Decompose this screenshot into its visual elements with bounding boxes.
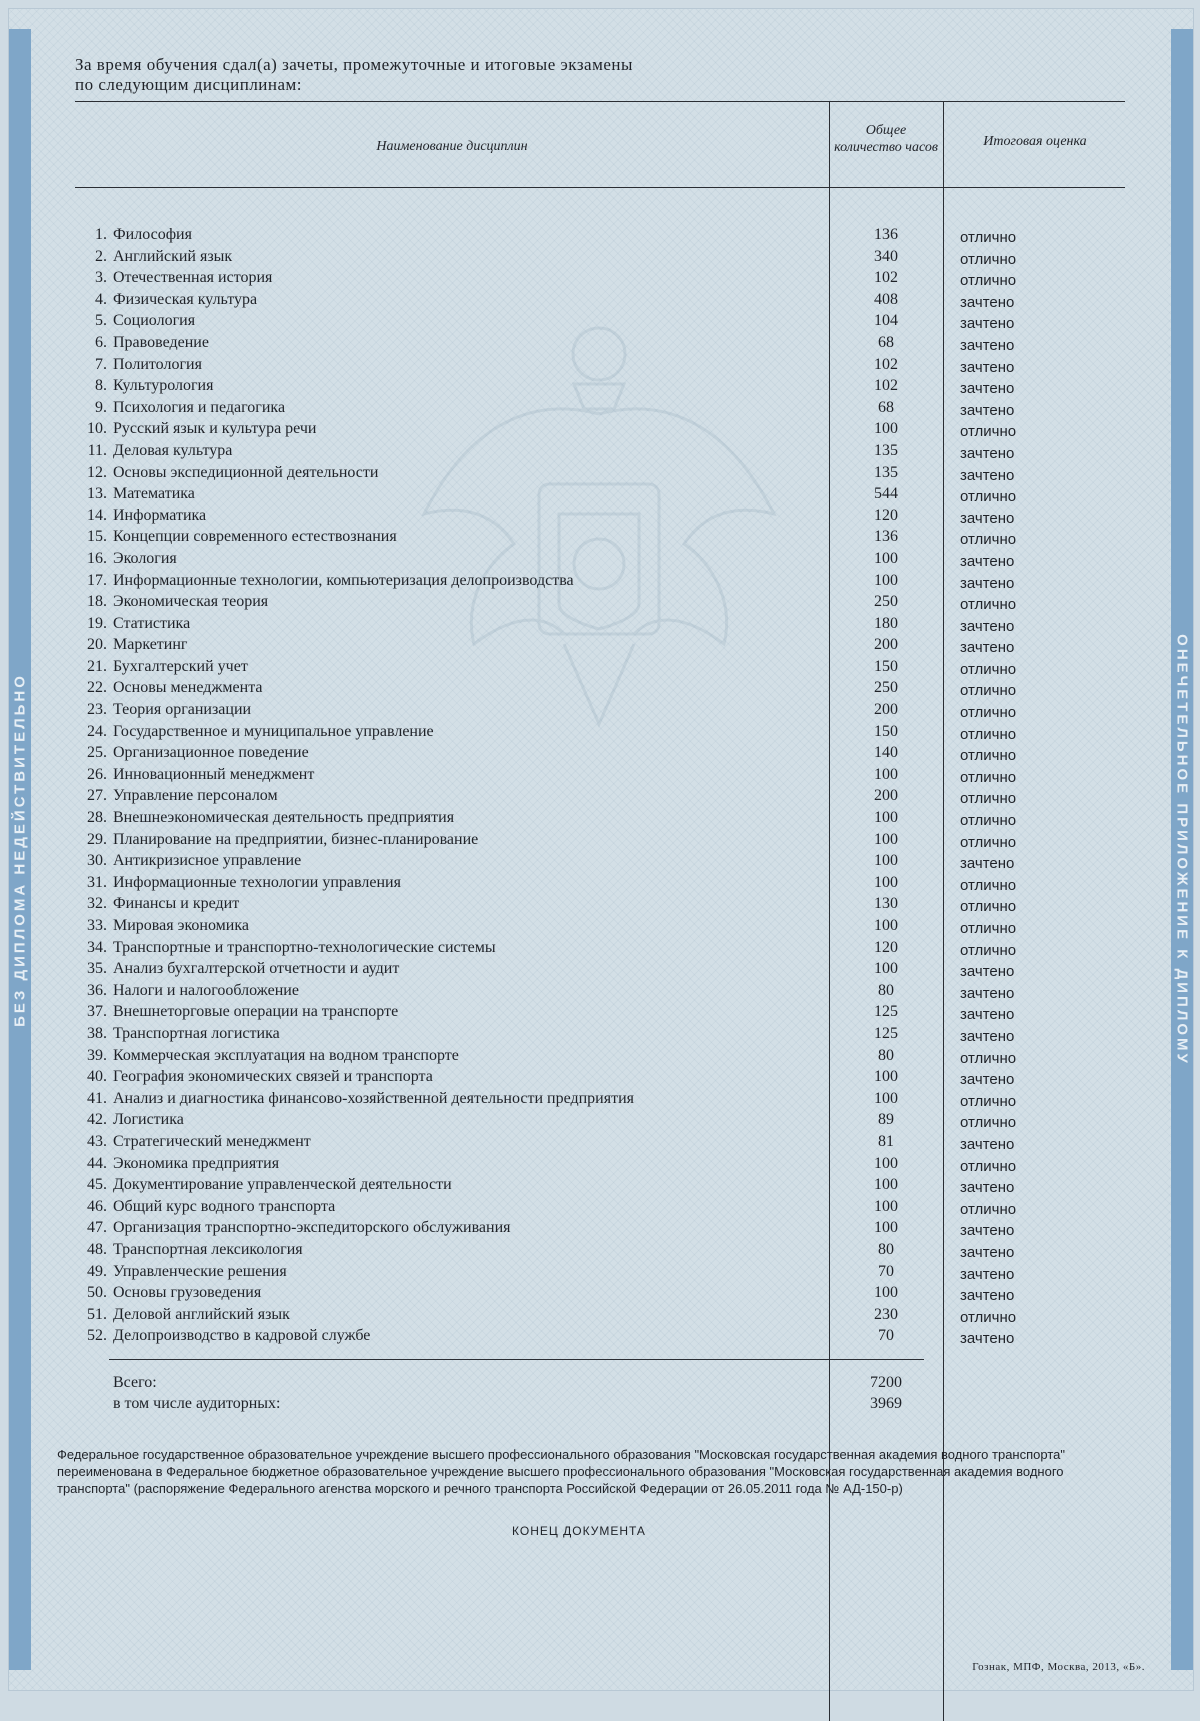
discipline-grade: зачтено — [960, 380, 1015, 398]
row-number: 11. — [87, 441, 107, 459]
discipline-grade: отлично — [960, 941, 1017, 959]
discipline-grade: отлично — [960, 660, 1017, 678]
discipline-name: Психология и педагогика — [113, 398, 286, 416]
discipline-name: Бухгалтерский учет — [113, 657, 248, 675]
row-number: 21. — [87, 657, 107, 675]
discipline-hours: 250 — [874, 593, 898, 611]
discipline-grade: отлично — [960, 920, 1017, 937]
discipline-hours: 89 — [878, 1111, 894, 1129]
discipline-hours: 135 — [874, 463, 898, 481]
discipline-grade: зачтено — [960, 984, 1015, 1002]
discipline-name: Управление персоналом — [113, 787, 278, 805]
discipline-hours: 100 — [874, 549, 898, 567]
row-number: 15. — [87, 528, 107, 546]
discipline-hours: 100 — [874, 420, 898, 438]
header-total-hours: Общее количество часов — [834, 123, 938, 155]
row-number: 31. — [87, 873, 107, 891]
discipline-grade: зачтено — [960, 1135, 1015, 1153]
row-number: 8. — [95, 377, 107, 395]
row-number: 16. — [87, 549, 107, 567]
row-number: 48. — [87, 1240, 107, 1258]
discipline-grade: отлично — [960, 725, 1017, 743]
totals-rule — [109, 1359, 924, 1360]
discipline-name: Информатика — [113, 506, 207, 524]
discipline-name: Анализ и диагностика финансово-хозяйственной деятельности предприятия — [113, 1089, 634, 1107]
discipline-name: Основы менеджмента — [113, 679, 263, 697]
discipline-hours: 200 — [874, 636, 898, 654]
row-number: 39. — [87, 1046, 107, 1064]
discipline-hours: 125 — [874, 1024, 898, 1042]
discipline-hours: 100 — [874, 1219, 898, 1237]
discipline-hours: 200 — [874, 701, 898, 719]
row-number: 36. — [87, 981, 107, 999]
discipline-grade: зачтено — [960, 401, 1015, 419]
discipline-hours: 81 — [878, 1132, 894, 1150]
discipline-name: Статистика — [113, 614, 191, 632]
intro-text — [75, 55, 795, 95]
discipline-hours: 100 — [874, 765, 898, 783]
discipline-grade: отлично — [960, 812, 1017, 830]
discipline-name: Организация транспортно-экспедиторского обслуживания — [113, 1219, 511, 1237]
discipline-hours: 120 — [874, 938, 898, 956]
discipline-grade: отлично — [960, 488, 1017, 506]
discipline-hours: 125 — [874, 1003, 898, 1021]
discipline-hours: 80 — [878, 981, 894, 999]
row-number: 2. — [95, 247, 107, 265]
totals-block — [113, 1374, 913, 1416]
row-number: 24. — [87, 722, 107, 740]
discipline-grade: зачтено — [960, 855, 1015, 873]
discipline-hours: 100 — [874, 1197, 898, 1215]
discipline-grade: отлично — [960, 1200, 1017, 1218]
discipline-hours: 100 — [874, 1154, 898, 1172]
discipline-grade: зачтено — [960, 574, 1015, 592]
row-number: 25. — [87, 744, 107, 762]
row-number: 12. — [87, 463, 107, 481]
discipline-hours: 544 — [874, 485, 898, 503]
total-label: Всего: — [113, 1374, 157, 1391]
right-security-strip — [1171, 29, 1193, 1670]
discipline-hours: 68 — [878, 333, 894, 351]
right-strip-text: ОНЕЧЕТЕЛЬНОЕ ПРИЛОЖЕНИЕ К ДИПЛОМУ — [1173, 633, 1191, 1066]
row-number: 20. — [87, 636, 107, 654]
discipline-hours: 104 — [874, 312, 898, 330]
renaming-note: Федеральное государственное образовательное учреждение высшего профессионального образования "Московская государственная академия водного транспорта" переименована в Федеральное бюджетное образовательное учреждение высшего профессионального образования "Московская государственная академия водного транспорта" (распоряжение Федерального агенства морского и речного транспорта Российской Федерации от 26.05.2011 года № АД-150-р) — [57, 1447, 1065, 1496]
discipline-name: Транспортные и транспортно-технологические системы — [113, 938, 496, 956]
printer-imprint: Гознак, МПФ, Москва, 2013, «Б». — [972, 1661, 1145, 1673]
discipline-name: Делопроизводство в кадровой службе — [113, 1327, 371, 1345]
discipline-grade: отлично — [960, 704, 1017, 722]
discipline-hours: 130 — [874, 895, 898, 913]
row-number: 34. — [87, 938, 107, 956]
table-header-rule — [75, 187, 1125, 188]
discipline-hours: 340 — [874, 247, 898, 265]
discipline-hours: 102 — [874, 377, 898, 395]
discipline-name: Организационное поведение — [113, 744, 309, 762]
row-number: 52. — [87, 1327, 107, 1345]
row-number: 4. — [95, 290, 107, 308]
left-security-strip — [9, 29, 31, 1670]
discipline-name: Философия — [113, 226, 192, 243]
discipline-name: Финансы и кредит — [113, 895, 240, 913]
auditory-value: 3969 — [870, 1395, 902, 1412]
discipline-grade: отлично — [960, 1092, 1017, 1110]
discipline-hours: 70 — [878, 1262, 894, 1280]
discipline-grade: отлично — [960, 229, 1017, 246]
discipline-grade: отлично — [960, 531, 1017, 549]
discipline-name: Правоведение — [113, 333, 209, 351]
discipline-grade: зачтено — [960, 1071, 1015, 1089]
discipline-grade: зачтено — [960, 444, 1015, 462]
row-number: 27. — [87, 787, 107, 805]
discipline-grade: отлично — [960, 423, 1017, 441]
discipline-name: Налоги и налогообложение — [113, 981, 299, 999]
discipline-grade: зачтено — [960, 358, 1015, 376]
discipline-name: Планирование на предприятии, бизнес-планирование — [113, 830, 479, 848]
discipline-name: Коммерческая эксплуатация на водном транспорте — [113, 1046, 459, 1064]
discipline-name: Документирование управленческой деятельности — [113, 1176, 452, 1194]
row-number: 32. — [87, 895, 107, 913]
discipline-name: Деловой английский язык — [113, 1305, 290, 1323]
discipline-grade: отлично — [960, 1049, 1017, 1067]
discipline-name: Государственное и муниципальное управление — [113, 722, 434, 740]
discipline-grade: зачтено — [960, 1287, 1015, 1305]
discipline-name: Математика — [113, 485, 195, 503]
discipline-grade: зачтено — [960, 1179, 1015, 1197]
row-number: 50. — [87, 1284, 107, 1302]
discipline-name: Транспортная логистика — [113, 1024, 280, 1042]
row-number: 41. — [87, 1089, 107, 1107]
discipline-name: Социология — [113, 312, 196, 330]
discipline-hours: 80 — [878, 1240, 894, 1258]
discipline-grade: зачтено — [960, 1222, 1015, 1240]
discipline-grade: зачтено — [960, 1330, 1015, 1348]
discipline-name: Общий курс водного транспорта — [113, 1197, 336, 1215]
discipline-name: География экономических связей и транспорта — [113, 1068, 433, 1086]
row-number: 49. — [87, 1262, 107, 1280]
discipline-grade: отлично — [960, 1308, 1017, 1326]
coat-of-arms-watermark-icon — [404, 314, 794, 744]
discipline-hours: 100 — [874, 917, 898, 934]
discipline-hours: 136 — [874, 528, 898, 546]
row-number: 33. — [87, 917, 107, 934]
discipline-name: Концепции современного естествознания — [113, 528, 397, 546]
end-of-document: КОНЕЦ ДОКУМЕНТА — [512, 1524, 646, 1538]
discipline-hours: 250 — [874, 679, 898, 697]
auditory-hours-row — [113, 1395, 913, 1416]
discipline-name: Экономика предприятия — [113, 1154, 280, 1172]
discipline-grade: отлично — [960, 596, 1017, 614]
discipline-name: Стратегический менеджмент — [113, 1132, 311, 1150]
discipline-grade: зачтено — [960, 552, 1015, 570]
row-number: 47. — [87, 1219, 107, 1237]
discipline-name: Политология — [113, 355, 202, 373]
discipline-name: Теория организации — [113, 701, 252, 719]
discipline-hours: 70 — [878, 1327, 894, 1345]
discipline-grade: зачтено — [960, 1006, 1015, 1024]
discipline-hours: 140 — [874, 744, 898, 762]
discipline-name: Внешнеэкономическая деятельность предприятия — [113, 809, 455, 827]
discipline-hours: 100 — [874, 830, 898, 848]
discipline-name: Информационные технологии управления — [113, 873, 401, 891]
row-number: 23. — [87, 701, 107, 719]
discipline-hours: 100 — [874, 1176, 898, 1194]
row-number: 43. — [87, 1132, 107, 1150]
left-strip-text: БЕЗ ДИПЛОМА НЕДЕЙСТВИТЕЛЬНО — [11, 672, 29, 1027]
row-number: 26. — [87, 765, 107, 783]
discipline-grade: отлично — [960, 876, 1017, 894]
auditory-label: в том числе аудиторных: — [113, 1395, 281, 1412]
row-number: 28. — [87, 809, 107, 827]
row-number: 14. — [87, 506, 107, 524]
row-number: 29. — [87, 830, 107, 848]
table-top-rule — [75, 101, 1125, 102]
discipline-hours: 120 — [874, 506, 898, 524]
discipline-grade: зачтено — [960, 1027, 1015, 1045]
discipline-grade: зачтено — [960, 315, 1015, 333]
discipline-grade: зачтено — [960, 509, 1015, 527]
row-number: 45. — [87, 1176, 107, 1194]
row-number: 1. — [95, 226, 107, 243]
row-number: 5. — [95, 312, 107, 330]
header-discipline-name: Наименование дисциплин — [376, 139, 528, 154]
discipline-grade: зачтено — [960, 963, 1015, 981]
discipline-grade: отлично — [960, 1114, 1017, 1132]
row-number: 42. — [87, 1111, 107, 1129]
row-number: 38. — [87, 1024, 107, 1042]
discipline-grade: зачтено — [960, 466, 1015, 484]
discipline-grade: отлично — [960, 833, 1017, 851]
discipline-grade: отлично — [960, 898, 1017, 916]
row-number: 40. — [87, 1068, 107, 1086]
discipline-name: Русский язык и культура речи — [113, 420, 317, 438]
discipline-hours: 100 — [874, 1089, 898, 1107]
discipline-hours: 230 — [874, 1305, 898, 1323]
intro-line-1: За время обучения сдал(а) зачеты, промежуточные и итоговые экзамены — [75, 55, 633, 74]
discipline-name: Внешнеторговые операции на транспорте — [113, 1003, 399, 1021]
discipline-grade: отлично — [960, 1157, 1017, 1175]
row-number: 30. — [87, 852, 107, 870]
discipline-hours: 150 — [874, 657, 898, 675]
row-number: 18. — [87, 593, 107, 611]
discipline-grade: зачтено — [960, 617, 1015, 635]
row-number: 13. — [87, 485, 107, 503]
row-number: 7. — [95, 355, 107, 373]
discipline-name: Управленческие решения — [113, 1262, 287, 1280]
discipline-hours: 80 — [878, 1046, 894, 1064]
total-value: 7200 — [870, 1374, 902, 1391]
discipline-name: Антикризисное управление — [113, 852, 302, 870]
discipline-grade: зачтено — [960, 639, 1015, 657]
discipline-name: Экономическая теория — [113, 593, 269, 611]
discipline-grade: отлично — [960, 682, 1017, 700]
row-number: 22. — [87, 679, 107, 697]
row-number: 3. — [95, 269, 107, 287]
discipline-hours: 100 — [874, 1068, 898, 1086]
discipline-grade: отлично — [960, 790, 1017, 808]
discipline-hours: 135 — [874, 441, 898, 459]
discipline-hours: 200 — [874, 787, 898, 805]
discipline-hours: 68 — [878, 398, 894, 416]
discipline-name: Культурология — [113, 377, 214, 395]
discipline-grade: отлично — [960, 747, 1017, 765]
row-number: 10. — [87, 420, 107, 438]
intro-line-2: по следующим дисциплинам: — [75, 75, 303, 94]
discipline-grade: отлично — [960, 272, 1017, 290]
discipline-name: Инновационный менеджмент — [113, 765, 315, 783]
discipline-grade: зачтено — [960, 336, 1015, 354]
discipline-hours: 100 — [874, 852, 898, 870]
discipline-name: Экология — [113, 549, 177, 567]
discipline-hours: 180 — [874, 614, 898, 632]
discipline-name: Деловая культура — [113, 441, 233, 459]
diploma-supplement-page — [8, 8, 1194, 1691]
row-number: 44. — [87, 1154, 107, 1172]
discipline-hours: 408 — [874, 290, 898, 308]
discipline-grade: отлично — [960, 768, 1017, 786]
discipline-hours: 102 — [874, 355, 898, 373]
discipline-name: Мировая экономика — [113, 917, 249, 934]
row-number: 37. — [87, 1003, 107, 1021]
discipline-hours: 150 — [874, 722, 898, 740]
discipline-grade: отлично — [960, 250, 1017, 268]
header-final-grade: Итоговая оценка — [983, 134, 1087, 149]
discipline-name: Логистика — [113, 1111, 184, 1129]
discipline-name: Основы грузоведения — [113, 1284, 262, 1302]
row-number: 51. — [87, 1305, 107, 1323]
row-number: 9. — [95, 398, 107, 416]
discipline-grade: зачтено — [960, 293, 1015, 311]
row-number: 17. — [87, 571, 107, 589]
discipline-name: Транспортная лексикология — [113, 1240, 303, 1258]
discipline-name: Основы экспедиционной деятельности — [113, 463, 379, 481]
discipline-name: Отечественная история — [113, 269, 273, 287]
discipline-hours: 100 — [874, 960, 898, 978]
discipline-name: Анализ бухгалтерской отчетности и аудит — [113, 960, 400, 978]
discipline-name: Информационные технологии, компьютеризация делопроизводства — [113, 571, 574, 589]
discipline-hours: 100 — [874, 571, 898, 589]
row-number: 19. — [87, 614, 107, 632]
discipline-name: Физическая культура — [113, 290, 258, 308]
discipline-name: Маркетинг — [113, 636, 188, 654]
discipline-grade: зачтено — [960, 1265, 1015, 1283]
discipline-hours: 100 — [874, 809, 898, 827]
discipline-grade: зачтено — [960, 1243, 1015, 1261]
discipline-name: Английский язык — [113, 247, 233, 265]
discipline-hours: 102 — [874, 269, 898, 287]
total-hours-row — [113, 1374, 913, 1395]
row-number: 35. — [87, 960, 107, 978]
discipline-hours: 136 — [874, 226, 898, 243]
discipline-hours: 100 — [874, 1284, 898, 1302]
discipline-hours: 100 — [874, 873, 898, 891]
row-number: 46. — [87, 1197, 107, 1215]
row-number: 6. — [95, 333, 107, 351]
